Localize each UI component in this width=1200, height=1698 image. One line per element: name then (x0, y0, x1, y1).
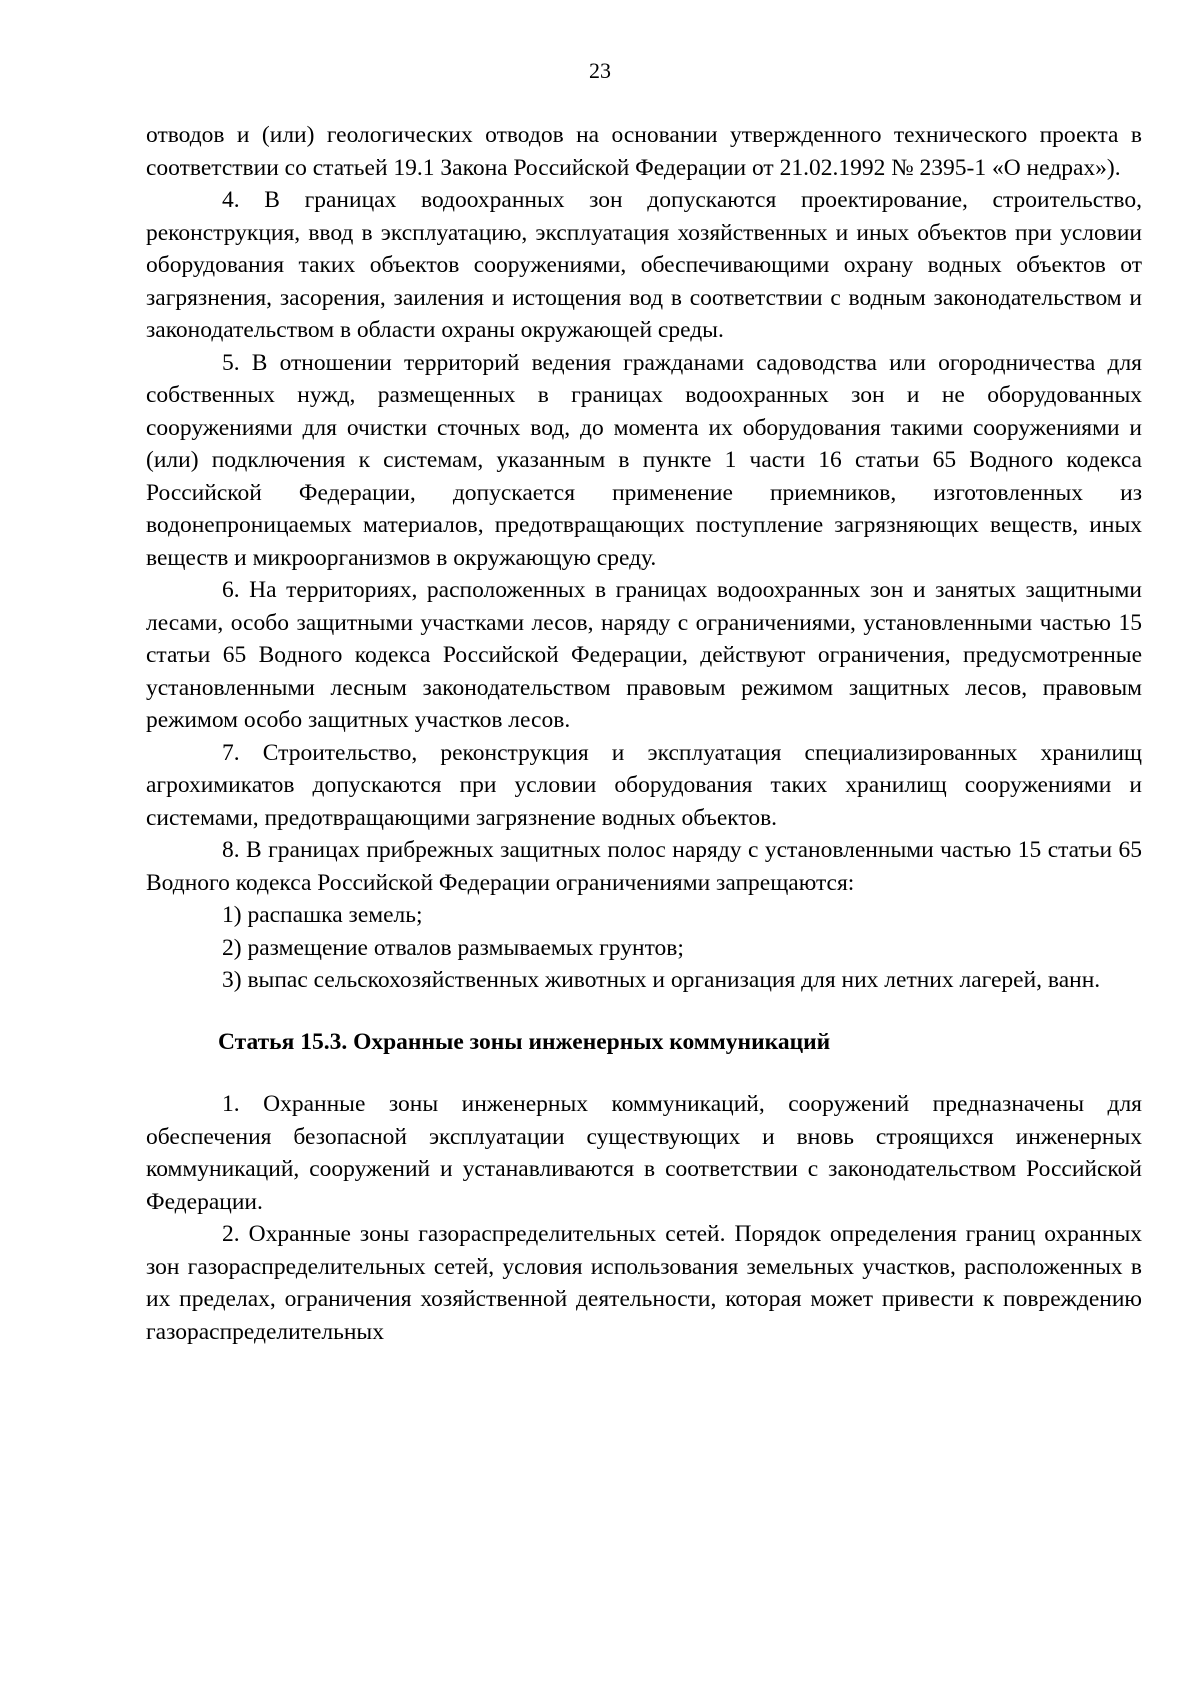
paragraph-item-7: 7. Строительство, реконструкция и эксплуатация специализированных хранилищ агрохимикатов допускаются при условии оборудования таких хранилищ сооружениями и системами, предотвращающими загрязнение водных объектов. (146, 739, 1142, 831)
page-number: 23 (589, 58, 611, 83)
paragraph-continuation: отводов и (или) геологических отводов на основании утвержденного технического проекта в соответствии со статьей 19.1 Закона Российской Федерации от 21.02.1992 № 2395-1 «О недрах»). (146, 122, 1142, 181)
list-item-2: 2) размещение отвалов размываемых грунтов; (222, 934, 684, 961)
paragraph-section-item-1: 1. Охранные зоны инженерных коммуникаций, сооружений предназначены для обеспечения безопасной эксплуатации существующих и вновь строящихся инженерных коммуникаций, сооружений и устанавливаются в соответствии с законодательством Российской Федерации. (146, 1091, 1142, 1215)
paragraph-item-8: 8. В границах прибрежных защитных полос наряду с установленными частью 15 статьи 65 Водного кодекса Российской Федерации ограничениями запрещаются: (146, 837, 1142, 896)
paragraph-item-6: 6. На территориях, расположенных в границах водоохранных зон и занятых защитными лесами, особо защитными участками лесов, наряду с ограничениями, установленными частью 15 статьи 65 Водного кодекса Российской Федерации, действуют ограничения, предусмотренные установленными лесным законодательством правовым режимом защитных лесов, правовым режимом особо защитных участков лесов. (146, 577, 1142, 733)
section-heading: Статья 15.3. Охранные зоны инженерных коммуникаций (218, 1028, 831, 1055)
paragraph-section-item-2: 2. Охранные зоны газораспределительных сетей. Порядок определения границ охранных зон газораспределительных сетей, условия использования земельных участков, расположенных в их пределах, ограничения хозяйственной деятельности, которая может привести к повреждению газораспределительных (146, 1221, 1142, 1345)
list-item-1: 1) распашка земель; (222, 902, 423, 928)
paragraph-item-5: 5. В отношении территорий ведения гражданами садоводства или огородничества для собственных нужд, размещенных в границах водоохранных зон и не оборудованных сооружениями для очистки сточных вод, до момента их оборудования такими сооружениями и (или) подключения к системам, указанным в пункте 1 части 16 статьи 65 Водного кодекса Российской Федерации, допускается применение приемников, изготовленных из водонепроницаемых материалов, предотвращающих поступление загрязняющих веществ, иных веществ и микроорганизмов в окружающую среду. (146, 349, 1142, 571)
document-body (146, 119, 1142, 1348)
paragraph-item-4: 4. В границах водоохранных зон допускаются проектирование, строительство, реконструкция, ввод в эксплуатацию, эксплуатация хозяйственных и иных объектов при условии оборудования таких объектов сооружениями, обеспечивающими охрану водных объектов от загрязнения, засорения, заиления и истощения вод в соответствии с водным законодательством и законодательством в области охраны окружающей среды. (146, 187, 1142, 343)
list-item-3: 3) выпас сельскохозяйственных животных и организация для них летних лагерей, ванн. (222, 967, 1101, 993)
